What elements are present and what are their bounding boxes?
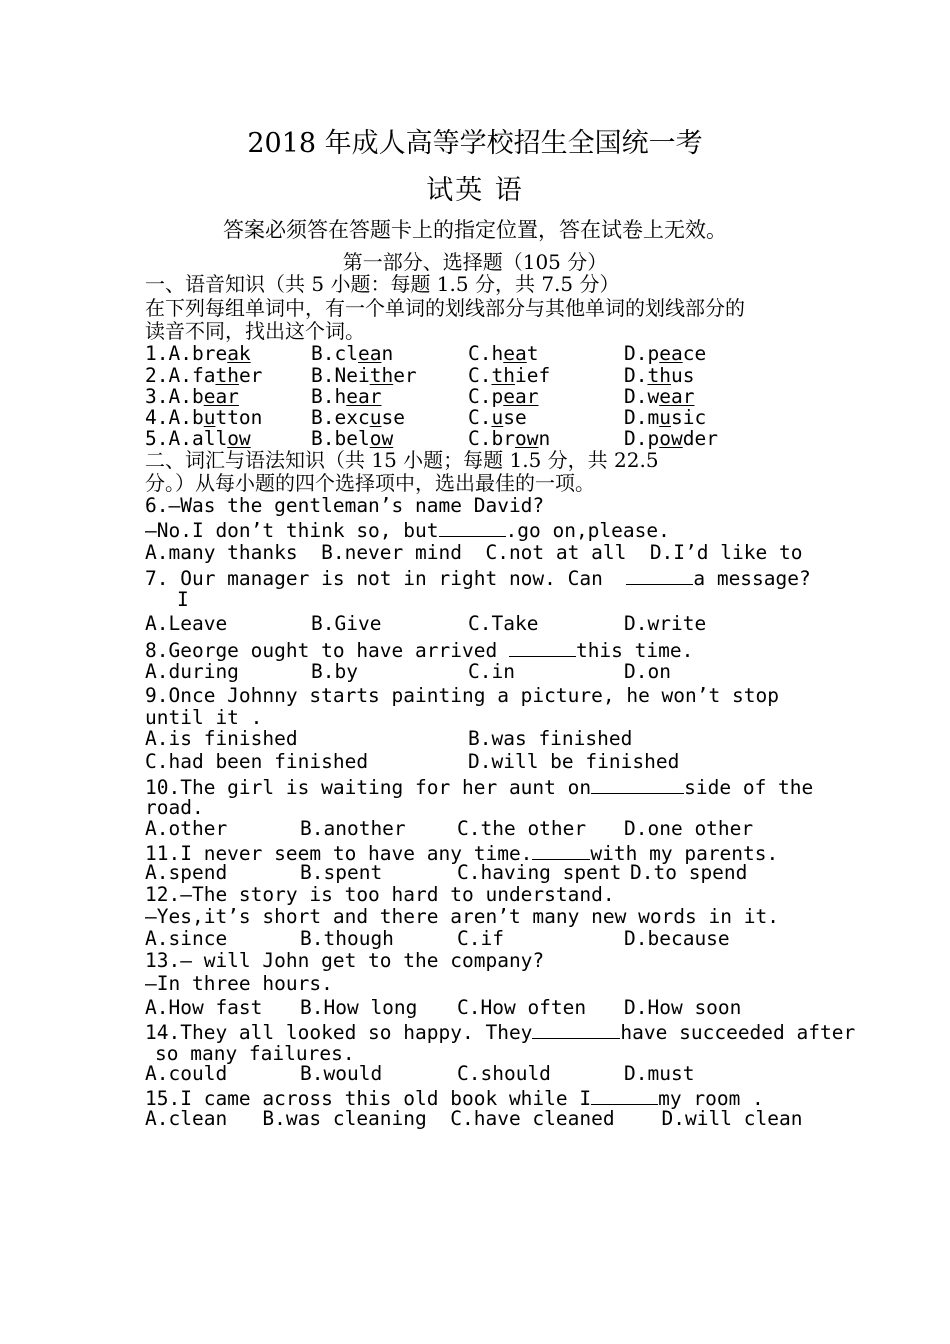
q11-answer-blank [532, 841, 590, 860]
q10-option-d: D.one other [624, 817, 754, 840]
exam-notice: 答案必须答在答题卡上的指定位置，答在试卷上无效。 [223, 218, 727, 242]
q9-option-d: D.will be finished [468, 750, 680, 773]
q7-line1: 7. Our manager is not in right now. Can a message? [145, 567, 811, 590]
q3-option-b: B.hear [311, 385, 382, 408]
q14-option-a: A.could [145, 1062, 228, 1085]
exam-subject: 试英 语 [426, 175, 524, 206]
q8-option-b: B.by [311, 660, 358, 683]
q13-option-c: C.How often [457, 996, 587, 1019]
q11-line: 11.I never seem to have any time. with my parents. [145, 842, 779, 865]
q11-option-b: B.spent [300, 861, 383, 884]
q13-option-b: B.How long [300, 996, 418, 1019]
section1-heading: 一、语音知识（共 5 小题：每题 1.5 分，共 7.5 分） [145, 272, 620, 296]
q6-line2: —No.I don’t think so, but .go on,please. [145, 519, 670, 542]
q6-answer-blank [439, 518, 506, 537]
part-heading: 第一部分、选择题（105 分） [342, 250, 608, 274]
q9-option-c: C.had been finished [145, 750, 369, 773]
q5-option-b: B.below [311, 427, 394, 450]
q14-option-b: B.would [300, 1062, 383, 1085]
q14-line1: 14.They all looked so happy. They have succeeded after [145, 1021, 856, 1044]
section1-instruction-1: 在下列每组单词中，有一个单词的划线部分与其他单词的划线部分的 [145, 296, 745, 320]
q4-option-b: B.excuse [311, 406, 405, 429]
q2-option-a: 2.A.father [145, 364, 263, 387]
q8-line: 8.George ought to have arrived this time. [145, 639, 694, 662]
q12-option-d: D.because [624, 927, 730, 950]
q12-line1: 12.—The story is too hard to understand. [145, 883, 615, 906]
q12-option-b: B.though [300, 927, 394, 950]
q7-option-b: B.Give [311, 612, 382, 635]
q13-option-d: D.How soon [624, 996, 742, 1019]
q12-line2: —Yes,it’s short and there aren’t many new words in it. [145, 905, 779, 928]
q15-options: A.clean B.was cleaning C.have cleaned D.will clean [145, 1107, 803, 1130]
q2-option-c: C.thief [468, 364, 551, 387]
q3-option-c: C.pear [468, 385, 539, 408]
q1-option-d: D.peace [624, 342, 707, 365]
q14-option-c: C.should [457, 1062, 551, 1085]
q8-option-c: C.in [468, 660, 515, 683]
q10-option-c: C.the other [457, 817, 587, 840]
q2-option-d: D.thus [624, 364, 695, 387]
q13-option-a: A.How fast [145, 996, 263, 1019]
q5-option-c: C.brown [468, 427, 551, 450]
section2-heading-2: 分。）从每小题的四个选择项中，选出最佳的一项。 [145, 471, 595, 495]
q8-option-a: A.during [145, 660, 239, 683]
q1-option-a: 1.A.break [145, 342, 251, 365]
q10-answer-blank [591, 775, 684, 794]
q7-answer-blank [626, 566, 693, 585]
q10-option-b: B.another [300, 817, 406, 840]
q3-option-d: D.wear [624, 385, 695, 408]
q14-line2: so many failures. [155, 1042, 355, 1065]
q10-option-a: A.other [145, 817, 228, 840]
q15-answer-blank [591, 1086, 658, 1105]
q10-line2: road. [145, 796, 204, 819]
q7-option-a: A.Leave [145, 612, 228, 635]
q9-option-a: A.is finished [145, 727, 298, 750]
q8-answer-blank [509, 638, 576, 657]
q14-answer-blank [532, 1020, 620, 1039]
q4-option-c: C.use [468, 406, 527, 429]
q12-option-c: C.if [457, 927, 504, 950]
q10-line1: 10.The girl is waiting for her aunt on side of the [145, 776, 814, 799]
q1-option-c: C.heat [468, 342, 539, 365]
q14-option-d: D.must [624, 1062, 695, 1085]
q2-option-b: B.Neither [311, 364, 417, 387]
section2-heading-1: 二、词汇与语法知识（共 15 小题；每题 1.5 分，共 22.5 [145, 448, 659, 472]
q7-option-c: C.Take [468, 612, 539, 635]
q11-option-a: A.spend [145, 861, 228, 884]
q7-line2: I [177, 588, 189, 611]
q4-option-d: D.music [624, 406, 707, 429]
q13-line2: —In three hours. [145, 972, 333, 995]
q3-option-a: 3.A.bear [145, 385, 239, 408]
q11-option-c: C.having spent [457, 861, 622, 884]
q8-option-d: D.on [624, 660, 671, 683]
q15-line: 15.I came across this old book while I my room . [145, 1087, 764, 1110]
q6-line1: 6.—Was the gentleman’s name David? [145, 494, 545, 517]
q4-option-a: 4.A.button [145, 406, 263, 429]
section1-instruction-2: 读音不同，找出这个词。 [145, 319, 365, 343]
q9-option-b: B.was finished [468, 727, 633, 750]
q1-option-b: B.clean [311, 342, 394, 365]
q5-option-d: D.powder [624, 427, 718, 450]
exam-title: 2018 年成人高等学校招生全国统一考 [247, 128, 703, 159]
q12-option-a: A.since [145, 927, 228, 950]
q7-option-d: D.write [624, 612, 707, 635]
q9-line1: 9.Once Johnny starts painting a picture, he won’t stop [145, 684, 779, 707]
q13-line1: 13.— will John get to the company? [145, 949, 545, 972]
q9-line2: until it . [145, 706, 263, 729]
q11-option-d: D.to spend [630, 861, 748, 884]
q6-options: A.many thanks B.never mind C.not at all D.I’d like to [145, 541, 803, 564]
q5-option-a: 5.A.allow [145, 427, 251, 450]
